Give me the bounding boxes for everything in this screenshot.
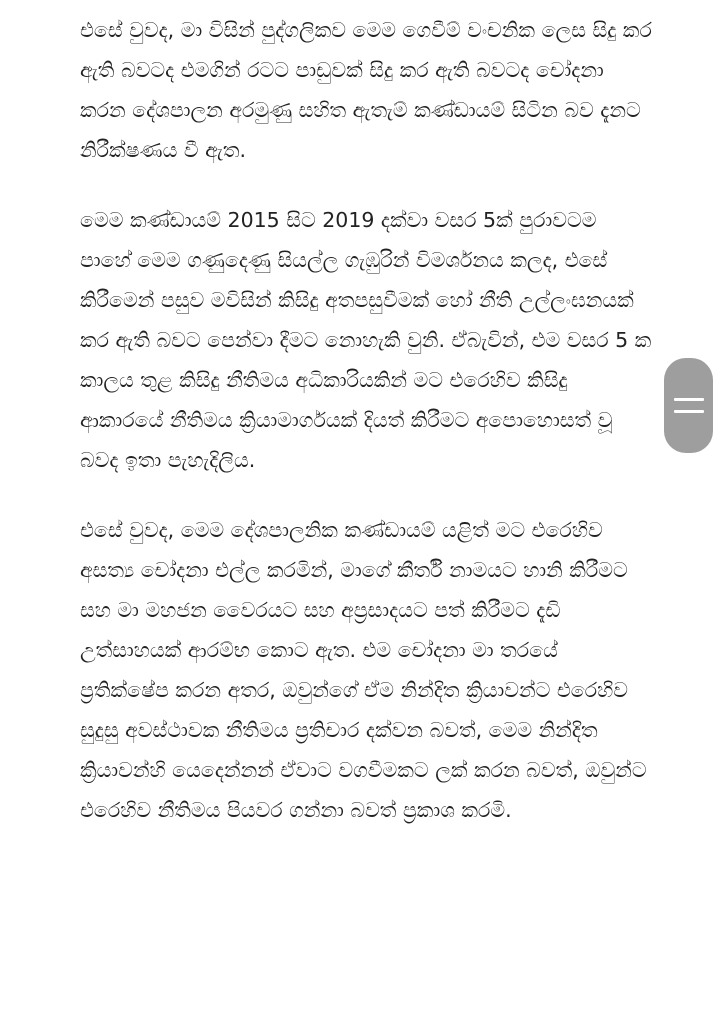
article-body xyxy=(80,10,652,860)
menu-icon xyxy=(674,398,704,413)
paragraph-2: මෙම කණ්ඩායම් 2015 සිට 2019 දක්වා වසර 5ක් පුරාවටම පාහේ මෙම ගණුදෙණු සියල්ල ගැඹුරින් විමර්ශනය කලද, එසේ කිරීමෙන් පසුව මවිසින් කිසිදු අතපසුවීමක් හෝ නීති උල්ලංඝනයක් කර ඇති බවට පෙන්වා දීමට නොහැකි වුනි. ඒබැවින්, එම වසර 5 ක කාලය තුළ කිසිදු නීතිමය අධිකාරියකින් මට එරෙහිව කිසිදු ආකාරයේ නීතිමය ක්‍රියාමාර්ගයක් දියත් කිරීමට අපොහොසත් වූ බවද ඉතා පැහැදිලිය. xyxy=(80,208,652,472)
paragraph-3: එසේ වුවද, මෙම දේශපාලනික කණ්ඩායම් යළිත් මට එරෙහිව අසත්‍ය චෝදනා එල්ල කරමින්, මාගේ කීර්ති නාමයට හානි කිරීමට සහ මා මහජන වෛරයට සහ අප්‍රසාදයට පත් කිරීමට දැඩි උත්සාහයක් ආරම්භ කොට ඇත. එම චෝදනා මා තරයේ ප්‍රතික්ෂේප කරන අතර, ඔවුන්ගේ ඒම නින්දිත ක්‍රියාවන්ට එරෙහිව සුදුසු අවස්ථාවක නීතිමය ප්‍රතිචාර දක්වන බවත්, මෙම නින්දිත ක්‍රියාවන්හි යෙදෙන්නන් ඒවාට වගවීමකට ලක් කරන බවත්, ඔවුන්ට එරෙහිව නීතිමය පියවර ගන්නා බවත් ප්‍රකාශ කරමි. xyxy=(80,518,647,822)
paragraph-1: එසේ වුවද, මා විසින් පුද්ගලිකව මෙම ගෙවීම් වංචනික ලෙස සිදු කර ඇති බවටද එමගින් රටට පාඩුවක් සිදු කර ඇති බවටද චෝදනා කරන දේශපාලන අරමුණු සහිත ඇතැම් කණ්ඩායම් සිටින බව දැනට නිරීක්ෂණය වී ඇත. xyxy=(80,18,652,162)
fast-scroll-handle[interactable] xyxy=(664,358,713,453)
